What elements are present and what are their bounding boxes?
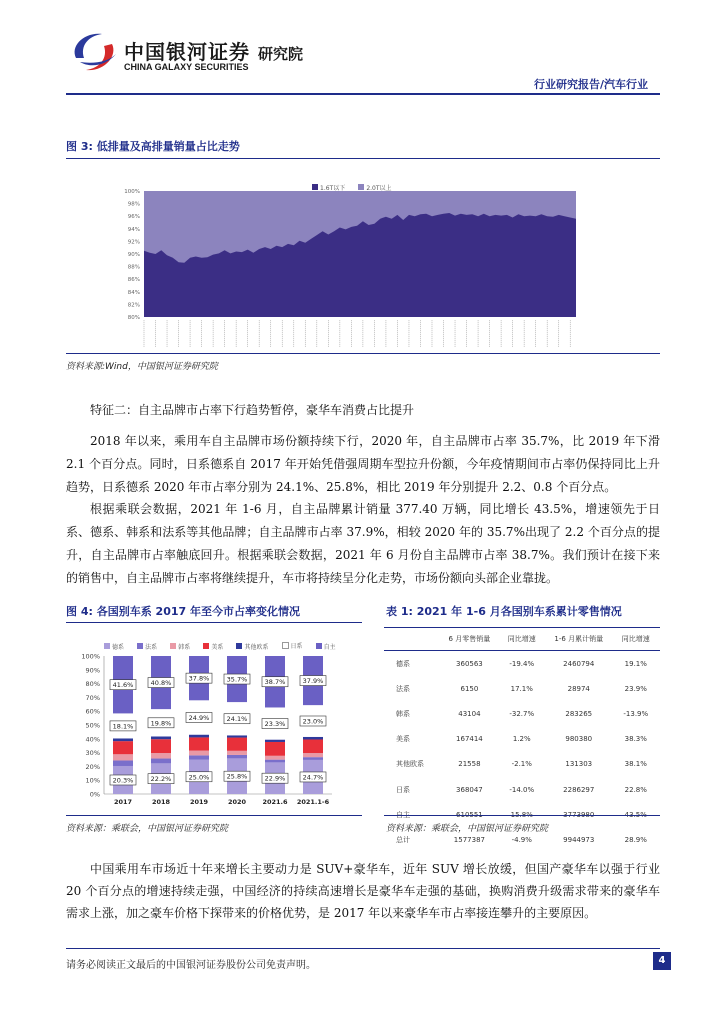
- bar-segment: [113, 741, 133, 754]
- data-label: 24.7%: [302, 773, 324, 782]
- x-tick-label: 2021.1-6: [296, 798, 330, 806]
- paragraph-1: 2018 年以来，乘用车自主品牌市场份额持续下行，2020 年，自主品牌市占率 35.7%，比 2019 年下滑 2.1 个百分点。同时，日系德系自 2017 年开始凭借强周期车型拉升份额，今年疫情期间市占率仍保持同比上升趋势，日系德系 2020 年市占率分别为 24.1%、25.8%，相比 2019 年分别提升 2.2、0.8 个百分点。: [66, 434, 660, 494]
- y-tick-label: 96%: [127, 214, 140, 221]
- data-label: 37.8%: [188, 674, 210, 683]
- table-cell: 23.9%: [624, 684, 647, 693]
- table-cell: 38.1%: [624, 760, 647, 769]
- table-row-label: 美系: [396, 735, 410, 744]
- table-row-label: 总计: [396, 835, 410, 844]
- y-tick-label: 30%: [85, 749, 100, 758]
- table-cell: 38.3%: [624, 735, 647, 744]
- data-label: 19.8%: [150, 719, 172, 728]
- fig3-bottom-rule: [66, 353, 660, 354]
- fig4-legend-label: 韩系: [178, 643, 191, 651]
- y-tick-label: 70%: [85, 693, 100, 702]
- fig3-top-rule: [66, 158, 660, 159]
- paragraph-3: 中国乘用车市场近十年来增长主要动力是 SUV+豪华车，近年 SUV 增长放缓，但国产豪华车以强于行业 20 个百分点的增速持续走强，中国经济的持续高速增长是豪华车走强的基础，换购消费升级需求带来的豪华车需求上涨，加之豪车价格下探带来的价格优势，是 2017 年以来豪华车市占率接连攀升的主要原因。: [66, 862, 660, 920]
- y-tick-label: 92%: [127, 239, 140, 246]
- institute-label: 研究院: [258, 45, 304, 63]
- table-cell: 21558: [458, 760, 481, 769]
- table-cell: 2460794: [563, 659, 595, 668]
- y-tick-label: 88%: [127, 264, 140, 271]
- table-row: [384, 752, 660, 777]
- table-cell: -32.7%: [509, 709, 535, 718]
- retail-sales-table: [384, 627, 660, 853]
- table-cell: 28974: [567, 684, 590, 693]
- table-header-row: [384, 628, 660, 651]
- bar-segment: [303, 737, 323, 740]
- bar-segment: [227, 735, 247, 737]
- data-label: 20.3%: [112, 776, 134, 785]
- bar-segment: [189, 751, 209, 756]
- table-header-cell: [384, 628, 441, 651]
- table-cell: 9944973: [563, 835, 595, 844]
- bar-segment: [189, 737, 209, 750]
- bar-segment: [151, 753, 171, 759]
- fig4-legend-label: 日系: [290, 643, 303, 650]
- bar-segment: [151, 736, 171, 739]
- table-row: [384, 777, 660, 802]
- table-cell: 17.1%: [510, 684, 533, 693]
- y-tick-label: 0%: [89, 790, 100, 799]
- data-label: 23.0%: [302, 717, 324, 726]
- x-tick-label: 2020: [227, 798, 247, 806]
- y-tick-label: 84%: [127, 289, 140, 296]
- bar-segment: [151, 759, 171, 764]
- data-label: 25.8%: [226, 772, 248, 781]
- table-cell: -4.9%: [511, 835, 532, 844]
- report-type: 行业研究报告/汽车行业: [533, 78, 648, 91]
- table-row-label: 其他欧系: [396, 760, 424, 769]
- data-label: 25.0%: [188, 773, 210, 782]
- fig4-title: 图 4: 各国别车系 2017 年至今市占率变化情况: [66, 605, 300, 618]
- data-label: 18.1%: [112, 722, 134, 731]
- fig3-area-chart: [112, 185, 582, 355]
- bar-segment: [265, 740, 285, 742]
- x-tick-label: 2018: [151, 798, 171, 806]
- bar-segment: [113, 738, 133, 741]
- table-cell: 43104: [458, 709, 481, 718]
- bar-segment: [227, 751, 247, 755]
- y-tick-label: 90%: [127, 252, 140, 258]
- fig3-title: 图 3: 低排量及高排量销量占比走势: [66, 140, 240, 153]
- bar-segment: [303, 757, 323, 760]
- table-cell: -2.1%: [511, 760, 532, 769]
- bar-segment: [113, 754, 133, 760]
- paragraph-2: 根据乘联会数据，2021 年 1-6 月，自主品牌累计销量 377.40 万辆，同比增长 43.5%，增速领先于日系、德系、韩系和法系等其他品牌；自主品牌市占率 37.9%，相较 2020 年的 35.7%出现了 2.2 个百分点的提升，自主品牌市占率触底回升。根据乘联会数据，2021 年 6 月份自主品牌市占率 38.7%。我们预计在接下来的销售中，自主品牌市占率将继续提升，车市将持续呈分化走势，市场份额向头部企业靠拢。: [66, 502, 660, 585]
- table-row-label: 法系: [396, 684, 410, 693]
- bar-segment: [303, 739, 323, 753]
- data-label: 22.2%: [150, 775, 172, 784]
- y-tick-label: 94%: [127, 226, 140, 233]
- table-cell: 283265: [565, 709, 593, 718]
- bar-segment: [227, 755, 247, 758]
- fig4-legend-label: 其他欧系: [244, 643, 269, 651]
- fig3-legend-label: 2.0T以上: [366, 184, 392, 192]
- table-header-cell: 同比增速: [498, 628, 546, 651]
- table1-source: 资料来源：乘联会，中国银河证券研究院: [386, 824, 549, 834]
- table-cell: -14.0%: [509, 785, 535, 794]
- company-name-cn: 中国银河证券: [124, 40, 250, 64]
- table1-bottom-rule: [384, 815, 660, 816]
- y-tick-label: 86%: [127, 277, 140, 284]
- data-label: 23.3%: [264, 720, 286, 729]
- bar-segment: [265, 756, 285, 760]
- table-row-label: 韩系: [396, 709, 410, 718]
- table-cell: 28.9%: [624, 835, 647, 844]
- data-label: 38.7%: [264, 678, 286, 687]
- table1-title: 表 1: 2021 年 1-6 月各国别车系累计零售情况: [386, 605, 622, 618]
- y-tick-label: 60%: [85, 707, 100, 716]
- bar-segment: [265, 760, 285, 763]
- fig4-bottom-rule: [66, 815, 362, 816]
- y-tick-label: 98%: [127, 201, 140, 208]
- y-tick-label: 100%: [81, 652, 100, 661]
- fig4-legend-label: 自主: [323, 643, 336, 651]
- y-tick-label: 50%: [85, 721, 100, 730]
- section-heading: 特征二：自主品牌市占率下行趋势暂停，豪华车消费占比提升: [90, 403, 415, 417]
- y-tick-label: 40%: [85, 735, 100, 744]
- table-header-cell: 1-6 月累计销量: [546, 628, 612, 651]
- table-cell: -13.9%: [623, 709, 649, 718]
- fig4-legend-label: 美系: [211, 643, 224, 651]
- table-row: [384, 701, 660, 726]
- y-tick-label: 90%: [85, 666, 100, 675]
- table-cell: 2286297: [563, 785, 595, 794]
- table-cell: 22.8%: [624, 785, 647, 794]
- table-cell: 980380: [565, 735, 593, 744]
- bar-segment: [265, 742, 285, 756]
- y-tick-label: 80%: [85, 680, 100, 689]
- y-tick-label: 100%: [124, 189, 140, 195]
- data-label: 40.8%: [150, 679, 172, 688]
- table-cell: -19.4%: [509, 659, 535, 668]
- table-cell: 360563: [456, 659, 483, 668]
- data-label: 37.9%: [302, 677, 324, 686]
- table-cell: 19.1%: [624, 659, 647, 668]
- y-tick-label: 10%: [85, 776, 100, 785]
- page-number: 4: [653, 952, 671, 970]
- bar-segment: [189, 735, 209, 738]
- table-cell: 167414: [456, 735, 483, 744]
- company-logo: [66, 28, 122, 76]
- y-tick-label: 82%: [127, 302, 140, 309]
- footer-rule: [66, 948, 660, 949]
- header-divider: [66, 93, 660, 95]
- bar-segment: [227, 738, 247, 751]
- table-header-cell: 6 月零售销量: [441, 628, 497, 651]
- table-header-cell: 同比增速: [612, 628, 660, 651]
- table-cell: 368047: [456, 785, 483, 794]
- y-tick-label: 20%: [85, 762, 100, 771]
- bar-segment: [113, 760, 133, 766]
- footer-disclaimer: 请务必阅读正文最后的中国银河证券股份公司免责声明。: [66, 960, 316, 971]
- data-label: 24.9%: [188, 713, 210, 722]
- y-tick-label: 80%: [127, 315, 140, 321]
- fig4-top-rule: [66, 622, 362, 623]
- table-row: [384, 651, 660, 677]
- data-label: 41.6%: [112, 681, 134, 690]
- x-tick-label: 2019: [189, 798, 209, 806]
- bar-segment: [303, 753, 323, 757]
- data-label: 35.7%: [226, 675, 248, 684]
- x-tick-label: 2021.6: [262, 798, 288, 806]
- company-name-en: CHINA GALAXY SECURITIES: [124, 62, 249, 72]
- x-tick-label: 2017: [113, 798, 133, 806]
- data-label: 24.1%: [226, 715, 248, 724]
- table-row: [384, 676, 660, 701]
- bar-segment: [189, 755, 209, 759]
- data-label: 22.9%: [264, 774, 286, 783]
- table-cell: 131303: [565, 760, 593, 769]
- bar-segment: [151, 739, 171, 753]
- table-cell: 1.2%: [512, 735, 531, 744]
- fig4-stacked-bar-chart: [74, 648, 338, 814]
- table-row-label: 日系: [396, 785, 410, 794]
- table-cell: 6150: [460, 684, 479, 693]
- table-row-label: 德系: [396, 659, 410, 668]
- fig4-legend-label: 德系: [112, 643, 125, 651]
- fig3-source: 资料来源:Wind，中国银河证券研究院: [66, 362, 218, 372]
- fig3-legend-label: 1.6T以下: [320, 184, 346, 192]
- table-row: [384, 727, 660, 752]
- fig4-source: 资料来源：乘联会，中国银河证券研究院: [66, 824, 229, 834]
- fig4-legend-label: 法系: [145, 643, 158, 651]
- table-cell: 1577387: [453, 835, 485, 844]
